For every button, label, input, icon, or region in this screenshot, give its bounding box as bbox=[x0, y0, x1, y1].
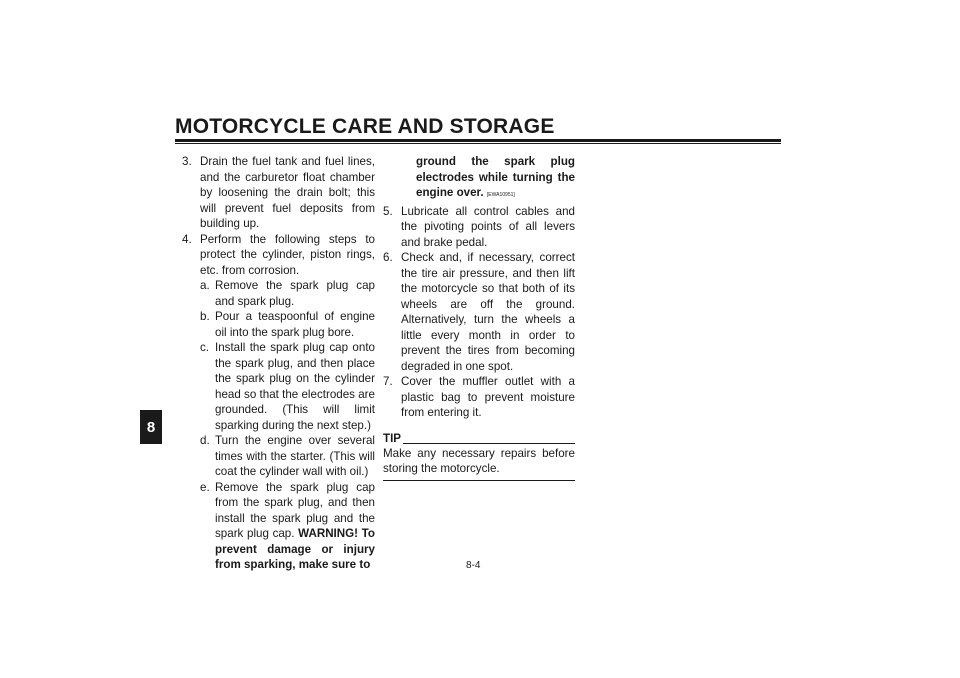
step-number: 6. bbox=[383, 251, 393, 264]
step-3 bbox=[182, 154, 375, 232]
step-text: Lubricate all control cables and the pivoting points of all levers and brake pedal. bbox=[401, 204, 575, 249]
step-number: 7. bbox=[383, 375, 393, 388]
substep-b bbox=[200, 309, 375, 340]
substep-e-body bbox=[215, 480, 375, 573]
substep-text: Turn the engine over several times with the starter. (This will coat the cylinder wall with oil.) bbox=[215, 434, 375, 478]
step-5 bbox=[383, 204, 575, 251]
left-column bbox=[182, 154, 375, 573]
warning-code: [EWA10951] bbox=[486, 192, 515, 198]
header-rule-thin bbox=[175, 143, 781, 144]
substep-a bbox=[200, 278, 375, 309]
header-rule-thick bbox=[175, 139, 781, 142]
substep-letter: c. bbox=[200, 341, 210, 354]
substep-letter: e. bbox=[200, 480, 210, 494]
right-column bbox=[383, 154, 575, 481]
tip-label: TIP bbox=[383, 431, 402, 445]
substep-e bbox=[200, 480, 375, 573]
warning-text: WARNING! To prevent damage or injury from sparking, make sure to bbox=[215, 527, 375, 571]
step-text: Perform the following steps to protect the cylinder, piston rings, etc. from corrosion. bbox=[200, 232, 375, 277]
page-title: MOTORCYCLE CARE AND STORAGE bbox=[175, 115, 555, 138]
substep-letter: a. bbox=[200, 279, 210, 292]
step-number: 3. bbox=[182, 155, 192, 168]
step-number: 5. bbox=[383, 204, 393, 218]
tip-text: Make any necessary repairs before storing the motorcycle. bbox=[383, 446, 575, 475]
step-text: Cover the muffler outlet with a plastic bag to prevent moisture from entering it. bbox=[401, 375, 575, 419]
substep-d bbox=[200, 433, 375, 480]
tip-header bbox=[383, 432, 575, 446]
warning-continuation bbox=[401, 154, 575, 204]
step-text: Check and, if necessary, correct the tire air pressure, and then lift the motorcycle so that both of its wheels are off the ground. Alternatively, turn the wheels a little every month in order to prevent the tires from becoming degraded in one spot. bbox=[401, 251, 575, 373]
step-6 bbox=[383, 250, 575, 374]
tip-rule-bottom bbox=[383, 477, 575, 481]
substep-text: Install the spark plug cap onto the spark plug, and then place the spark plug on the cylinder head so that the electrodes are grounded. (This will limit sparking during the next step.) bbox=[215, 341, 375, 432]
substep-text: Remove the spark plug cap from the spark plug, and then install the spark plug and the spark plug cap. bbox=[215, 480, 375, 540]
substep-letter: b. bbox=[200, 310, 210, 323]
substep-c bbox=[200, 340, 375, 433]
substep-text: Pour a teaspoonful of engine oil into the spark plug bore. bbox=[215, 310, 375, 339]
step-4 bbox=[182, 232, 375, 279]
tip-rule-top bbox=[403, 443, 575, 444]
substep-letter: d. bbox=[200, 434, 210, 447]
chapter-tab: 8 bbox=[140, 410, 162, 444]
warning-text-continued: ground the spark plug electrodes while turning the engine over. bbox=[416, 155, 575, 199]
page-number: 8-4 bbox=[466, 560, 481, 571]
substep-text: Remove the spark plug cap and spark plug. bbox=[215, 279, 375, 308]
step-7 bbox=[383, 374, 575, 421]
step-number: 4. bbox=[182, 232, 192, 246]
step-text: Drain the fuel tank and fuel lines, and the carburetor float chamber by loosening the drain bolt; this will prevent fuel deposits from building up. bbox=[200, 155, 375, 230]
